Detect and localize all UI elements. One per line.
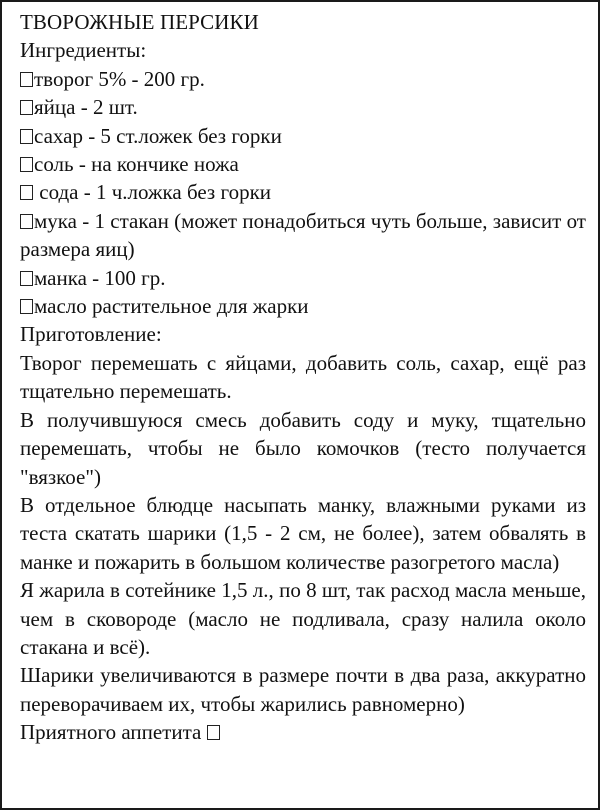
checkbox-icon bbox=[20, 299, 33, 314]
ingredient-item bbox=[20, 122, 586, 150]
ingredient-label: манка - 100 гр. bbox=[34, 265, 166, 290]
closing-text: Приятного аппетита bbox=[20, 720, 202, 745]
checkbox-icon bbox=[20, 129, 33, 144]
method-heading: Приготовление: bbox=[20, 322, 162, 347]
method-step: Я жарила в сотейнике 1,5 л., по 8 шт, так расход масла меньше, чем в сковороде (масло не подливала, сразу налила около стакана и всё). bbox=[20, 578, 586, 659]
ingredient-label: яйца - 2 шт. bbox=[34, 95, 138, 120]
method-step: В отдельное блюдце насыпать манку, влажными руками из теста скатать шарики (1,5 - 2 см, не более), затем обвалять в манке и пожарить в большом количестве разогретого масла) bbox=[20, 492, 586, 574]
checkbox-icon bbox=[20, 214, 33, 229]
ingredient-label: масло растительное для жарки bbox=[34, 294, 309, 319]
ingredient-label: сахар - 5 ст.ложек без горки bbox=[34, 123, 282, 148]
checkbox-icon bbox=[207, 725, 220, 740]
method-step: Творог перемешать с яйцами, добавить соль, сахар, ещё раз тщательно перемешать. bbox=[20, 350, 586, 404]
ingredient-item bbox=[20, 65, 586, 93]
ingredient-label: сода - 1 ч.ложка без горки bbox=[34, 180, 272, 205]
ingredient-item bbox=[20, 93, 586, 121]
checkbox-icon bbox=[20, 100, 33, 115]
ingredient-item bbox=[20, 207, 586, 264]
recipe-title: ТВОРОЖНЫЕ ПЕРСИКИ bbox=[20, 10, 259, 34]
ingredient-label: творог 5% - 200 гр. bbox=[34, 66, 205, 91]
ingredient-label: мука - 1 стакан (может понадобиться чуть больше, зависит от размера яиц) bbox=[20, 208, 586, 262]
checkbox-icon bbox=[20, 271, 33, 286]
method-step: Шарики увеличиваются в размере почти в два раза, аккуратно переворачиваем их, чтобы жарились равномерно) bbox=[20, 663, 586, 716]
method-step: В получившуюся смесь добавить соду и муку, тщательно перемешать, чтобы не было комочков (тесто получается "вязкое") bbox=[20, 407, 586, 489]
checkbox-icon bbox=[20, 185, 33, 200]
checkbox-icon bbox=[20, 72, 33, 87]
ingredient-item bbox=[20, 178, 586, 206]
ingredient-item bbox=[20, 150, 586, 178]
ingredient-label: соль - на кончике ножа bbox=[34, 152, 239, 177]
checkbox-icon bbox=[20, 157, 33, 172]
recipe-text bbox=[20, 8, 586, 747]
closing-line bbox=[20, 718, 586, 746]
ingredient-item bbox=[20, 292, 586, 320]
ingredients-heading: Ингредиенты: bbox=[20, 38, 147, 63]
ingredient-item bbox=[20, 264, 586, 292]
